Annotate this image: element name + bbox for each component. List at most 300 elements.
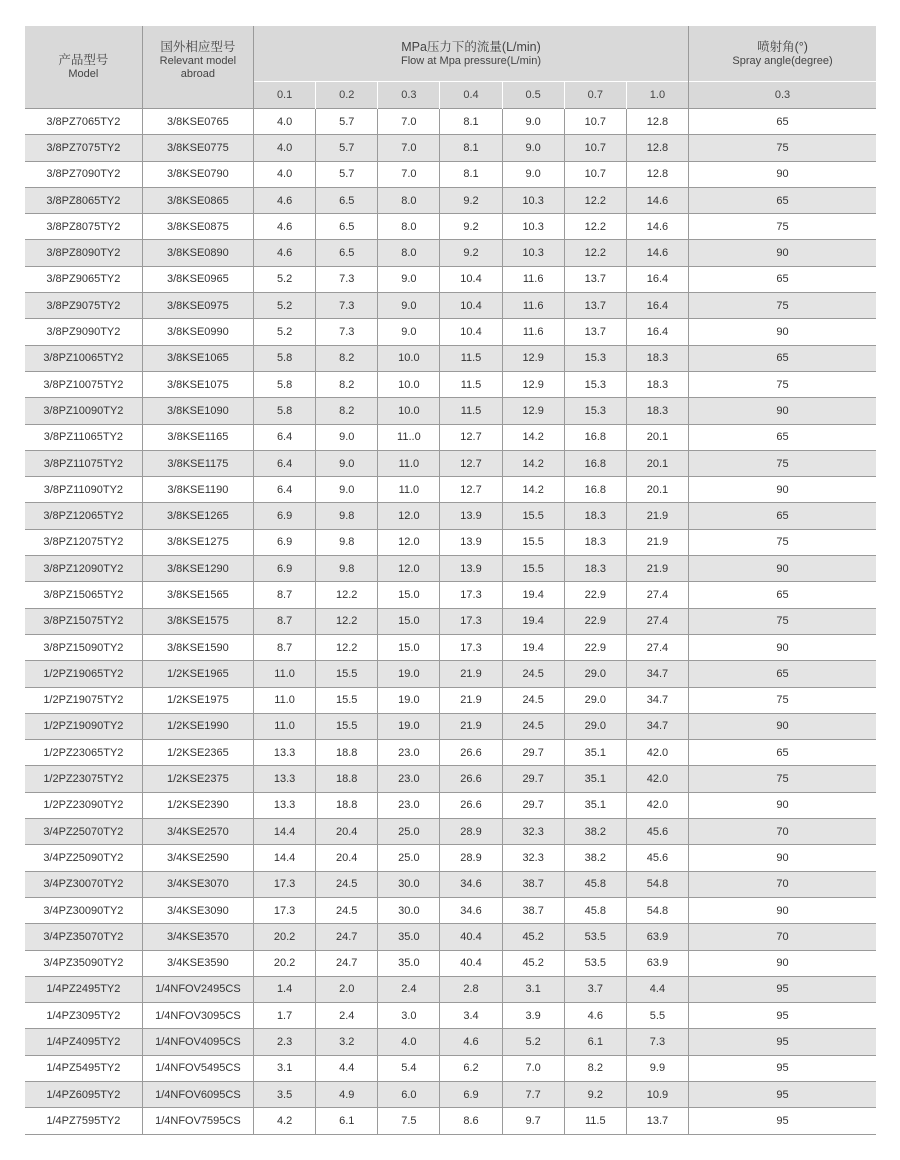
table-row [25,293,876,319]
model-cell: 3/4PZ35090TY2 [25,950,142,976]
flow-cell: 9.0 [378,319,440,345]
relevant-model-cell: 3/8KSE1065 [142,345,253,371]
relevant-model-cell: 3/8KSE0865 [142,187,253,213]
flow-cell: 11.0 [378,450,440,476]
flow-cell: 12.9 [502,345,564,371]
flow-cell: 9.2 [440,187,502,213]
table-row [25,740,876,766]
flow-cell: 6.5 [316,187,378,213]
flow-cell: 15.5 [316,661,378,687]
flow-cell: 12.0 [378,503,440,529]
flow-cell: 29.0 [564,661,626,687]
flow-cell: 10.7 [564,109,626,135]
spray-angle-cell: 75 [689,214,876,240]
flow-cell: 21.9 [440,661,502,687]
model-cell: 1/2PZ19065TY2 [25,661,142,687]
flow-cell: 6.9 [254,503,316,529]
spray-angle-cell: 65 [689,424,876,450]
model-cell: 3/8PZ11075TY2 [25,450,142,476]
spray-angle-cell: 90 [689,398,876,424]
spray-angle-cell: 90 [689,713,876,739]
flow-cell: 12.9 [502,398,564,424]
pressure-header: 0.5 [502,82,564,109]
flow-cell: 19.0 [378,661,440,687]
flow-cell: 8.7 [254,582,316,608]
model-cell: 3/8PZ10090TY2 [25,398,142,424]
table-row [25,345,876,371]
flow-cell: 17.3 [440,582,502,608]
model-cell: 3/4PZ25070TY2 [25,819,142,845]
flow-cell: 30.0 [378,871,440,897]
relevant-model-cell: 3/8KSE1290 [142,556,253,582]
flow-cell: 34.6 [440,897,502,923]
flow-cell: 18.8 [316,766,378,792]
flow-cell: 13.7 [626,1108,688,1134]
table-row [25,871,876,897]
spray-angle-cell: 75 [689,687,876,713]
flow-cell: 34.7 [626,687,688,713]
spray-angle-cell: 65 [689,266,876,292]
flow-cell: 22.9 [564,634,626,660]
flow-cell: 24.5 [502,661,564,687]
table-body [25,109,876,1135]
flow-cell: 18.8 [316,740,378,766]
relevant-model-cell: 1/2KSE1975 [142,687,253,713]
relevant-model-cell: 1/2KSE2390 [142,792,253,818]
flow-cell: 5.4 [378,1055,440,1081]
flow-cell: 13.7 [564,266,626,292]
flow-cell: 9.8 [316,529,378,555]
flow-cell: 12.2 [564,214,626,240]
relevant-model-cell: 3/8KSE1275 [142,529,253,555]
model-cell: 3/8PZ7075TY2 [25,135,142,161]
flow-cell: 6.4 [254,477,316,503]
spray-angle-cell: 95 [689,1029,876,1055]
flow-cell: 8.0 [378,240,440,266]
flow-cell: 2.4 [378,976,440,1002]
flow-cell: 3.1 [502,976,564,1002]
model-cell: 3/4PZ30090TY2 [25,897,142,923]
flow-cell: 5.7 [316,135,378,161]
flow-cell: 8.2 [316,398,378,424]
flow-cell: 42.0 [626,792,688,818]
flow-cell: 20.4 [316,845,378,871]
flow-cell: 13.7 [564,319,626,345]
flow-cell: 12.2 [316,582,378,608]
flow-cell: 35.0 [378,950,440,976]
relevant-model-cell: 3/8KSE1575 [142,608,253,634]
model-cell: 1/2PZ19090TY2 [25,713,142,739]
flow-cell: 11.0 [254,687,316,713]
flow-cell: 7.0 [378,161,440,187]
flow-cell: 30.0 [378,897,440,923]
flow-cell: 13.9 [440,529,502,555]
flow-cell: 14.2 [502,424,564,450]
relevant-model-cell: 3/8KSE1165 [142,424,253,450]
flow-cell: 16.8 [564,424,626,450]
flow-cell: 21.9 [626,529,688,555]
flow-cell: 6.9 [254,556,316,582]
flow-cell: 6.2 [440,1055,502,1081]
flow-cell: 9.0 [378,266,440,292]
flow-cell: 5.7 [316,161,378,187]
flow-cell: 23.0 [378,766,440,792]
flow-cell: 12.0 [378,556,440,582]
relevant-model-cell: 1/4NFOV5495CS [142,1055,253,1081]
flow-cell: 15.0 [378,634,440,660]
table-row [25,529,876,555]
flow-cell: 42.0 [626,740,688,766]
flow-cell: 23.0 [378,792,440,818]
spray-angle-cell: 75 [689,608,876,634]
flow-cell: 18.3 [626,371,688,397]
table-row [25,819,876,845]
model-cell: 3/8PZ8090TY2 [25,240,142,266]
flow-cell: 3.4 [440,1003,502,1029]
spray-angle-cell: 90 [689,845,876,871]
relevant-model-cell: 3/4KSE3070 [142,871,253,897]
model-cell: 3/4PZ30070TY2 [25,871,142,897]
flow-cell: 12.7 [440,477,502,503]
flow-cell: 15.0 [378,608,440,634]
model-cell: 3/8PZ7090TY2 [25,161,142,187]
flow-cell: 27.4 [626,634,688,660]
flow-cell: 16.4 [626,293,688,319]
flow-cell: 18.3 [626,345,688,371]
flow-cell: 3.0 [378,1003,440,1029]
flow-cell: 5.7 [316,109,378,135]
flow-cell: 7.7 [502,1081,564,1107]
spray-angle-cell: 70 [689,871,876,897]
flow-cell: 25.0 [378,819,440,845]
model-cell: 3/8PZ9075TY2 [25,293,142,319]
pressure-header: 0.2 [316,82,378,109]
flow-cell: 45.6 [626,845,688,871]
flow-cell: 12.8 [626,135,688,161]
flow-cell: 9.2 [440,214,502,240]
flow-cell: 4.0 [254,109,316,135]
model-cell: 3/8PZ10065TY2 [25,345,142,371]
relevant-model-cell: 1/2KSE1990 [142,713,253,739]
table-row [25,661,876,687]
flow-cell: 12.0 [378,529,440,555]
flow-cell: 63.9 [626,924,688,950]
flow-cell: 9.9 [626,1055,688,1081]
flow-cell: 24.5 [502,713,564,739]
flow-cell: 11.6 [502,266,564,292]
spray-angle-cell: 65 [689,582,876,608]
table-row [25,1003,876,1029]
flow-cell: 42.0 [626,766,688,792]
spray-angle-cell: 95 [689,1108,876,1134]
table-row [25,1108,876,1134]
spray-angle-cell: 90 [689,161,876,187]
relevant-model-cell: 3/8KSE1565 [142,582,253,608]
relevant-model-cell: 1/2KSE1965 [142,661,253,687]
relevant-model-cell: 1/4NFOV3095CS [142,1003,253,1029]
table-row [25,266,876,292]
flow-cell: 6.0 [378,1081,440,1107]
flow-cell: 5.2 [254,266,316,292]
flow-cell: 11.5 [440,345,502,371]
spray-angle-cell: 90 [689,477,876,503]
flow-cell: 14.6 [626,240,688,266]
flow-cell: 7.3 [316,293,378,319]
relevant-model-cell: 3/8KSE1265 [142,503,253,529]
flow-cell: 17.3 [440,608,502,634]
relevant-model-cell: 1/2KSE2375 [142,766,253,792]
pressure-header: 1.0 [626,82,688,109]
flow-header: MPa压力下的流量(L/min) Flow at Mpa pressure(L/min) [254,26,689,82]
model-cell: 1/2PZ23090TY2 [25,792,142,818]
flow-cell: 6.1 [316,1108,378,1134]
flow-cell: 27.4 [626,608,688,634]
relevant-model-cell: 3/8KSE0990 [142,319,253,345]
flow-cell: 9.2 [440,240,502,266]
flow-cell: 3.9 [502,1003,564,1029]
flow-cell: 7.3 [626,1029,688,1055]
spray-angle-cell: 90 [689,319,876,345]
flow-cell: 27.4 [626,582,688,608]
flow-cell: 8.2 [564,1055,626,1081]
model-cell: 3/8PZ12090TY2 [25,556,142,582]
model-cell: 3/4PZ25090TY2 [25,845,142,871]
table-row [25,109,876,135]
spray-angle-cell: 90 [689,950,876,976]
flow-cell: 45.8 [564,897,626,923]
model-cell: 1/2PZ23065TY2 [25,740,142,766]
flow-cell: 7.5 [378,1108,440,1134]
flow-cell: 13.3 [254,792,316,818]
flow-cell: 21.9 [440,713,502,739]
flow-cell: 12.2 [316,608,378,634]
flow-cell: 12.8 [626,109,688,135]
flow-cell: 4.6 [254,214,316,240]
table-row [25,240,876,266]
table-row [25,135,876,161]
flow-cell: 45.2 [502,950,564,976]
flow-cell: 10.7 [564,161,626,187]
flow-cell: 53.5 [564,950,626,976]
flow-cell: 10.4 [440,319,502,345]
model-cell: 1/4PZ6095TY2 [25,1081,142,1107]
flow-cell: 15.3 [564,371,626,397]
flow-cell: 10.0 [378,398,440,424]
model-header: 产品型号 Model [25,26,142,109]
table-row [25,687,876,713]
flow-cell: 20.2 [254,950,316,976]
flow-cell: 9.0 [378,293,440,319]
flow-cell: 24.5 [502,687,564,713]
flow-cell: 11.6 [502,293,564,319]
flow-cell: 40.4 [440,924,502,950]
flow-cell: 35.1 [564,792,626,818]
flow-cell: 7.0 [378,109,440,135]
relevant-model-cell: 3/8KSE1075 [142,371,253,397]
flow-cell: 10.9 [626,1081,688,1107]
flow-cell: 4.0 [254,135,316,161]
flow-cell: 10.4 [440,266,502,292]
relevant-model-cell: 3/8KSE0975 [142,293,253,319]
relevant-model-cell: 3/8KSE0875 [142,214,253,240]
flow-cell: 18.3 [564,529,626,555]
flow-cell: 11.5 [440,371,502,397]
flow-cell: 15.5 [502,529,564,555]
flow-cell: 8.1 [440,161,502,187]
model-cell: 3/8PZ7065TY2 [25,109,142,135]
model-cell: 1/4PZ3095TY2 [25,1003,142,1029]
flow-cell: 24.7 [316,924,378,950]
flow-cell: 15.5 [502,503,564,529]
flow-cell: 20.4 [316,819,378,845]
flow-cell: 17.3 [254,871,316,897]
flow-cell: 11.0 [254,661,316,687]
flow-cell: 38.7 [502,871,564,897]
flow-cell: 20.1 [626,477,688,503]
flow-cell: 15.5 [316,713,378,739]
flow-cell: 29.7 [502,766,564,792]
flow-cell: 21.9 [440,687,502,713]
flow-cell: 15.0 [378,582,440,608]
flow-cell: 15.3 [564,398,626,424]
flow-cell: 4.4 [316,1055,378,1081]
spray-angle-cell: 75 [689,529,876,555]
flow-cell: 9.0 [316,424,378,450]
flow-cell: 10.0 [378,345,440,371]
relevant-model-cell: 3/4KSE3590 [142,950,253,976]
flow-cell: 4.9 [316,1081,378,1107]
flow-cell: 32.3 [502,845,564,871]
flow-cell: 8.2 [316,345,378,371]
spray-angle-cell: 95 [689,1081,876,1107]
table-row [25,924,876,950]
flow-cell: 45.6 [626,819,688,845]
flow-cell: 10.3 [502,240,564,266]
flow-cell: 19.4 [502,634,564,660]
table-row [25,398,876,424]
spray-angle-cell: 65 [689,740,876,766]
table-row [25,503,876,529]
model-cell: 3/8PZ15090TY2 [25,634,142,660]
flow-cell: 4.2 [254,1108,316,1134]
flow-cell: 5.2 [502,1029,564,1055]
spray-angle-cell: 95 [689,1055,876,1081]
model-cell: 3/4PZ35070TY2 [25,924,142,950]
flow-cell: 12.2 [564,187,626,213]
flow-cell: 10.0 [378,371,440,397]
flow-cell: 12.7 [440,450,502,476]
spray-angle-cell: 90 [689,634,876,660]
relevant-model-cell: 3/4KSE3090 [142,897,253,923]
flow-cell: 18.8 [316,792,378,818]
spray-angle-cell: 90 [689,556,876,582]
relevant-model-cell: 3/8KSE0890 [142,240,253,266]
flow-cell: 12.8 [626,161,688,187]
flow-cell: 14.6 [626,187,688,213]
table-row [25,319,876,345]
spray-angle-cell: 65 [689,503,876,529]
table-row [25,424,876,450]
flow-cell: 9.0 [502,135,564,161]
table-row [25,1029,876,1055]
spray-angle-cell: 95 [689,976,876,1002]
flow-cell: 24.5 [316,897,378,923]
spray-angle-cell: 75 [689,371,876,397]
spray-angle-cell: 65 [689,109,876,135]
flow-cell: 11.6 [502,319,564,345]
flow-cell: 29.0 [564,713,626,739]
flow-cell: 4.4 [626,976,688,1002]
flow-cell: 6.5 [316,240,378,266]
flow-cell: 20.1 [626,424,688,450]
model-cell: 3/8PZ11090TY2 [25,477,142,503]
flow-cell: 53.5 [564,924,626,950]
table-row [25,634,876,660]
flow-cell: 34.6 [440,871,502,897]
spray-angle-cell: 90 [689,240,876,266]
flow-cell: 15.5 [316,687,378,713]
spray-angle-cell: 65 [689,661,876,687]
table-row [25,161,876,187]
nozzle-spec-table [25,26,876,1135]
flow-cell: 17.3 [440,634,502,660]
flow-cell: 38.7 [502,897,564,923]
model-cell: 3/8PZ12075TY2 [25,529,142,555]
flow-cell: 35.0 [378,924,440,950]
model-cell: 1/4PZ7595TY2 [25,1108,142,1134]
flow-cell: 63.9 [626,950,688,976]
relevant-model-cell: 3/4KSE2570 [142,819,253,845]
flow-cell: 22.9 [564,582,626,608]
flow-cell: 6.5 [316,214,378,240]
flow-cell: 16.8 [564,477,626,503]
flow-cell: 5.2 [254,293,316,319]
pressure-header: 0.4 [440,82,502,109]
relevant-model-cell: 3/8KSE1090 [142,398,253,424]
flow-cell: 9.0 [502,109,564,135]
flow-cell: 9.7 [502,1108,564,1134]
flow-cell: 14.2 [502,450,564,476]
flow-cell: 5.5 [626,1003,688,1029]
relevant-model-cell: 3/8KSE1175 [142,450,253,476]
model-cell: 3/8PZ8075TY2 [25,214,142,240]
flow-cell: 10.7 [564,135,626,161]
flow-cell: 8.1 [440,109,502,135]
table-row [25,450,876,476]
flow-cell: 8.2 [316,371,378,397]
flow-cell: 4.0 [378,1029,440,1055]
model-cell: 1/2PZ23075TY2 [25,766,142,792]
flow-cell: 32.3 [502,819,564,845]
flow-cell: 11.5 [564,1108,626,1134]
flow-cell: 23.0 [378,740,440,766]
spray-angle-cell: 90 [689,897,876,923]
table-row [25,608,876,634]
model-cell: 3/8PZ11065TY2 [25,424,142,450]
flow-cell: 4.0 [254,161,316,187]
model-cell: 3/8PZ15075TY2 [25,608,142,634]
flow-cell: 18.3 [564,556,626,582]
flow-cell: 12.9 [502,371,564,397]
flow-cell: 54.8 [626,897,688,923]
flow-cell: 18.3 [564,503,626,529]
model-cell: 1/4PZ2495TY2 [25,976,142,1002]
model-cell: 1/4PZ4095TY2 [25,1029,142,1055]
flow-cell: 6.9 [440,1081,502,1107]
flow-cell: 24.5 [316,871,378,897]
relevant-model-cell: 3/8KSE0775 [142,135,253,161]
model-cell: 3/8PZ8065TY2 [25,187,142,213]
